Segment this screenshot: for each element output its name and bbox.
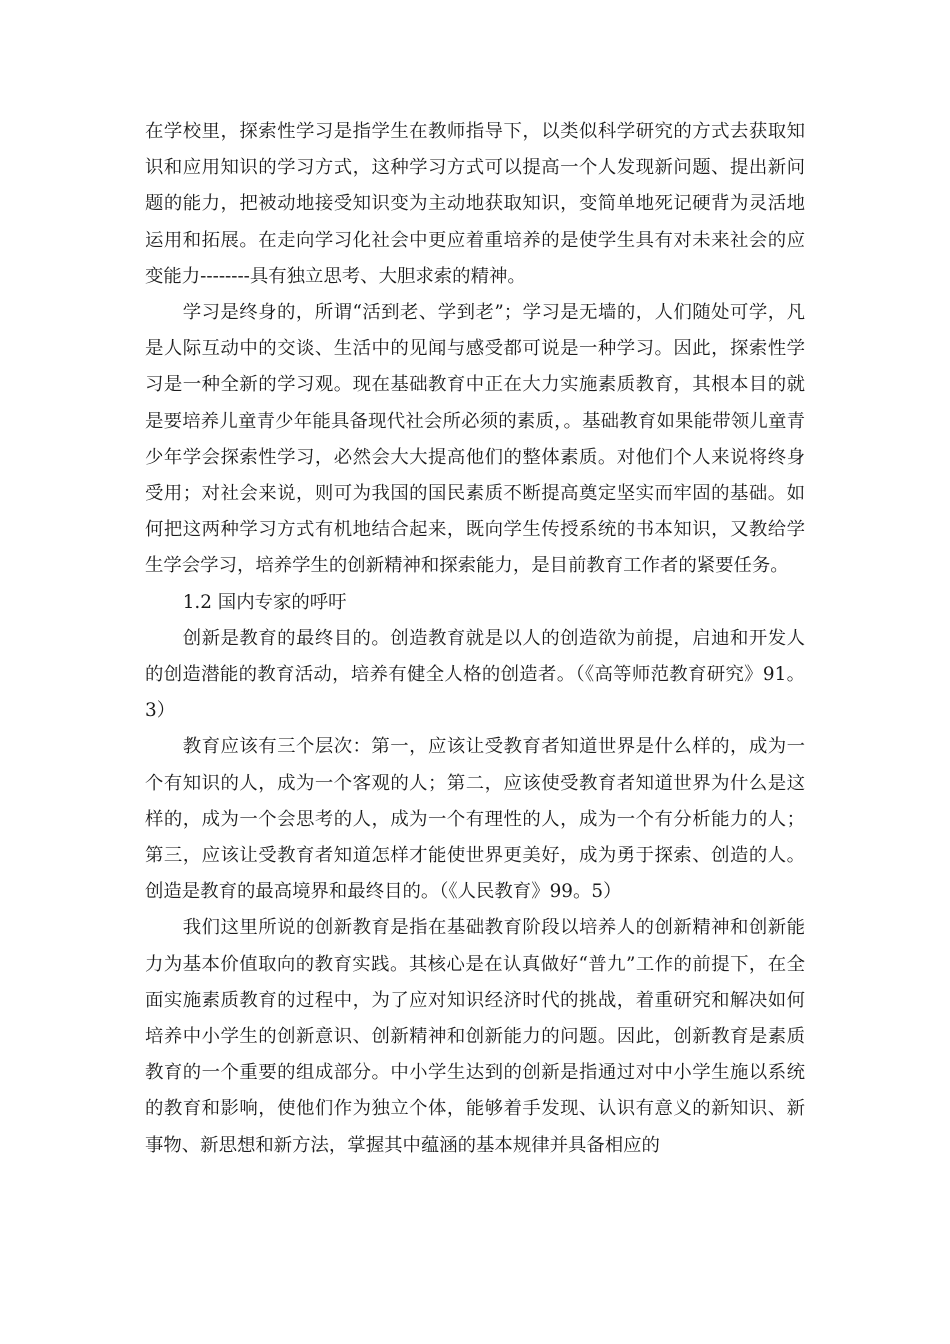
paragraph-innovation-goal: 创新是教育的最终目的。创造教育就是以人的创造欲为前提，启迪和开发人的创造潜能的教育活动，培养有健全人格的创造者。（《高等师范教育研究》91。3） <box>145 627 805 722</box>
paragraph-innovation-education: 我们这里所说的创新教育是指在基础教育阶段以培养人的创新精神和创新能力为基本价值取向的教育实践。其核心是在认真做好“普九”工作的前提下，在全面实施素质教育的过程中，为了应对知识经济时代的挑战，着重研究和解决如何培养中小学生的创新意识、创新精神和创新能力的问题。因此，创新教育是素质教育的一个重要的组成部分。中小学生达到的创新是指通过对中小学生施以系统的教育和影响，使他们作为独立个体，能够着手发现、认识有意义的新知识、新事物、新思想和新方法，掌握其中蕴涵的基本规律并具备相应的 <box>145 917 805 1156</box>
paragraph-three-levels: 教育应该有三个层次：第一，应该让受教育者知道世界是什么样的，成为一个有知识的人，成为一个客观的人；第二，应该使受教育者知道世界为什么是这样的，成为一个会思考的人，成为一个有理性的人，成为一个有分析能力的人；第三，应该让受教育者知道怎样才能使世界更美好，成为勇于探索、创造的人。创造是教育的最高境界和最终目的。（《人民教育》99。5） <box>145 736 805 903</box>
paragraph-exploratory-learning: 在学校里，探索性学习是指学生在教师指导下，以类似科学研究的方式去获取知识和应用知识的学习方式，这种学习方式可以提高一个人发现新问题、提出新问题的能力，把被动地接受知识变为主动地获取知识，变简单地死记硬背为灵活地运用和拓展。在走向学习化社会中更应着重培养的是使学生具有对未来社会的应变能力--------具有独立思考、大胆求索的精神。 <box>145 121 805 287</box>
section-heading-domestic-experts: 1.2 国内专家的呼吁 <box>182 591 347 613</box>
paragraph-lifelong-learning: 学习是终身的，所谓“活到老、学到老”；学习是无墙的，人们随处可学，凡是人际互动中的交谈、生活中的见闻与感受都可说是一种学习。因此，探索性学习是一种全新的学习观。现在基础教育中正在大力实施素质教育，其根本目的就是要培养儿童青少年能具备现代社会所必须的素质，。基础教育如果能带领儿童青少年学会探索性学习，必然会大大提高他们的整体素质。对他们个人来说将终身受用；对社会来说，则可为我国的国民素质不断提高奠定坚实而牢固的基础。如何把这两种学习方式有机地结合起来，既向学生传授系统的书本知识，又教给学生学会学习，培养学生的创新精神和探索能力，是目前教育工作者的紧要任务。 <box>145 302 805 577</box>
document-page <box>145 114 805 1164</box>
